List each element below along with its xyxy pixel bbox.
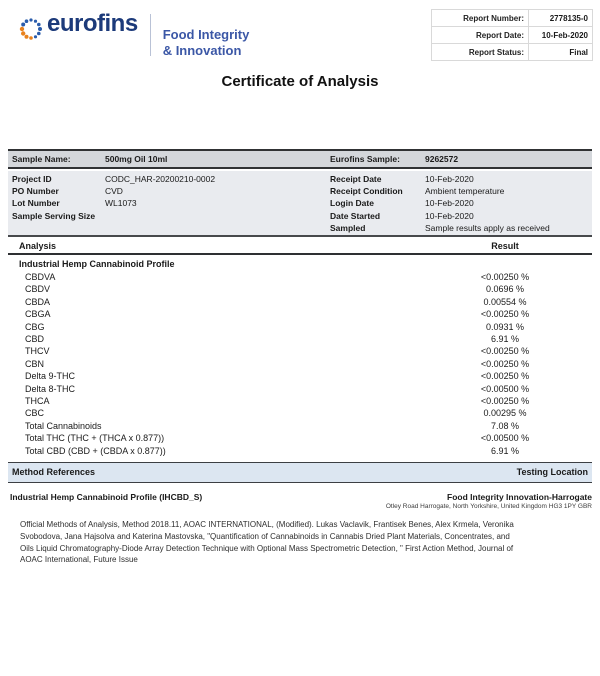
- analyte-name: Total Cannabinoids: [25, 420, 102, 431]
- eurofins-dots-icon: [18, 14, 44, 44]
- analysis-row: [8, 321, 592, 333]
- sample-field-row: [330, 185, 592, 197]
- brand-header: [18, 10, 249, 59]
- field-label: Date Started: [330, 210, 381, 221]
- tagline-line2: & Innovation: [162, 43, 242, 58]
- field-value: CVD: [105, 186, 123, 197]
- analysis-rows: [8, 271, 592, 457]
- sample-name-value: 500mg Oil 10ml: [105, 154, 168, 164]
- analyte-result: <0.00250 %: [480, 396, 530, 407]
- report-info-row: [432, 10, 593, 27]
- analysis-row: [8, 445, 592, 457]
- sample-field-row: [330, 222, 592, 234]
- analysis-column-header: Analysis: [19, 241, 57, 251]
- sample-field-row: [330, 197, 592, 209]
- analyte-name: THCA: [25, 396, 50, 407]
- sample-header-row: [8, 149, 592, 169]
- analysis-row: [8, 420, 592, 432]
- testing-location-address: Otley Road Harrogate, North Yorkshire, United Kingdom HG3 1PY GBR: [385, 503, 592, 510]
- analyte-name: CBGA: [25, 309, 51, 320]
- brand-tagline: [163, 27, 250, 59]
- analysis-row: [8, 395, 592, 407]
- analyte-result: <0.00500 %: [480, 433, 530, 444]
- analysis-row: [8, 283, 592, 295]
- analysis-row: [8, 383, 592, 395]
- sample-field-row: [8, 210, 330, 222]
- analyte-name: CBDVA: [25, 272, 56, 282]
- field-value: [105, 210, 330, 222]
- analyte-result: <0.00250 %: [480, 309, 530, 320]
- eurofins-sample-label: Eurofins Sample:: [330, 154, 400, 164]
- field-value: WL1073: [105, 198, 137, 209]
- analyte-result: <0.00250 %: [480, 358, 530, 369]
- field-label: Receipt Date: [330, 174, 382, 184]
- report-info-value: 10-Feb-2020: [529, 27, 593, 44]
- analysis-group-title: Industrial Hemp Cannabinoid Profile: [19, 259, 175, 269]
- tagline-line1: Food Integrity: [162, 27, 250, 42]
- analysis-row: [8, 407, 592, 419]
- sample-fields-right: [330, 173, 592, 234]
- field-label: Login Date: [330, 198, 374, 209]
- analyte-name: CBDA: [25, 296, 51, 307]
- report-info-table: [431, 9, 593, 61]
- analysis-row: [8, 345, 592, 357]
- analyte-name: Delta 9-THC: [25, 371, 76, 382]
- analyte-name: CBDV: [25, 284, 51, 295]
- report-info-value: 2778135-0: [529, 10, 593, 27]
- testing-location-title: Testing Location: [516, 467, 588, 477]
- field-label: Project ID: [12, 174, 52, 184]
- analyte-name: CBN: [25, 358, 45, 369]
- sample-body: [8, 171, 592, 237]
- field-label: PO Number: [12, 186, 59, 197]
- brand-divider: [150, 14, 151, 56]
- field-label: Sample Serving Size: [12, 210, 96, 221]
- analysis-row: [8, 333, 592, 345]
- sample-fields-left: [8, 173, 330, 234]
- analyte-result: <0.00500 %: [480, 383, 530, 394]
- eurofins-sample-value: 9262572: [425, 154, 459, 164]
- report-info-value: Final: [529, 44, 593, 61]
- report-info-row: [432, 44, 593, 61]
- analysis-row: [8, 358, 592, 370]
- method-references-title: Method References: [12, 467, 96, 477]
- sample-field-row: [330, 173, 592, 185]
- analyte-result: 0.00295 %: [483, 408, 527, 419]
- sample-field-row: [8, 173, 330, 185]
- testing-location-block: [386, 492, 592, 510]
- report-info-label: Report Status:: [432, 44, 529, 61]
- sample-name-label: Sample Name:: [12, 154, 71, 164]
- report-info-row: [432, 27, 593, 44]
- sample-info-table: [8, 149, 592, 237]
- analysis-row: [8, 432, 592, 444]
- analyte-result: <0.00250 %: [480, 346, 530, 357]
- analysis-row: [8, 271, 592, 283]
- sample-field-row: [330, 210, 592, 222]
- analysis-table: [8, 237, 592, 465]
- report-info-label: Report Number:: [432, 10, 529, 27]
- analyte-name: THCV: [25, 346, 50, 357]
- field-value: Ambient temperature: [425, 186, 505, 197]
- field-label: Lot Number: [12, 198, 60, 209]
- field-label: Sampled: [330, 222, 366, 233]
- analyte-result: 7.08 %: [490, 420, 520, 431]
- sample-field-row: [8, 185, 330, 197]
- report-info-label: Report Date:: [432, 27, 529, 44]
- method-reference-text: Official Methods of Analysis, Method 2018.11, AOAC INTERNATIONAL, (Modified). Lukas Vaclavik, Frantisek Benes, Alex Krmela, Veronika Svobodova, Jana Hajsolva and Katerina Mastovska, "Quantification of Cannabinoids in Cannabis Dried Plant Materials, Concentrates, and Oils Liquid Chromatography-Diode Array Detection Technique with Optional Mass Spectrometric Detection, " First Action Method, Journal of AOAC International, Future Issue: [20, 520, 514, 565]
- method-name: Industrial Hemp Cannabinoid Profile (IHCBD_S): [10, 492, 203, 502]
- sample-field-row: [8, 197, 330, 209]
- field-value: 10-Feb-2020: [425, 210, 474, 221]
- field-value: 10-Feb-2020: [425, 198, 474, 209]
- analyte-result: 0.0696 %: [485, 284, 525, 295]
- analyte-name: Total CBD (CBD + (CBDA x 0.877)): [25, 445, 166, 456]
- field-value: Sample results apply as received: [425, 222, 550, 233]
- analysis-row: [8, 296, 592, 308]
- analysis-header-row: [8, 237, 592, 255]
- page-title: Certificate of Analysis: [221, 73, 379, 90]
- analysis-row: [8, 308, 592, 320]
- analyte-result: 0.0931 %: [485, 321, 525, 332]
- field-value: CODC_HAR-20200210-0002: [105, 174, 216, 184]
- analysis-row: [8, 370, 592, 382]
- method-detail-row: [8, 492, 592, 510]
- result-column-header: Result: [491, 241, 519, 251]
- analyte-result: 6.91 %: [490, 334, 520, 345]
- analyte-result: <0.00250 %: [480, 371, 530, 382]
- analyte-name: CBC: [25, 408, 45, 419]
- analyte-name: Delta 8-THC: [25, 383, 76, 394]
- analyte-name: Total THC (THC + (THCA x 0.877)): [25, 433, 165, 444]
- analyte-name: CBD: [25, 334, 45, 345]
- analyte-result: <0.00250 %: [480, 272, 530, 282]
- field-label: Receipt Condition: [330, 186, 403, 197]
- analyte-name: CBG: [25, 321, 45, 332]
- field-value: 10-Feb-2020: [425, 174, 474, 184]
- analyte-result: 0.00554 %: [483, 296, 527, 307]
- eurofins-wordmark: eurofins: [47, 10, 138, 37]
- method-references-bar: [8, 462, 592, 483]
- testing-location-name: Food Integrity Innovation-Harrogate: [447, 492, 592, 502]
- analyte-result: 6.91 %: [490, 445, 520, 456]
